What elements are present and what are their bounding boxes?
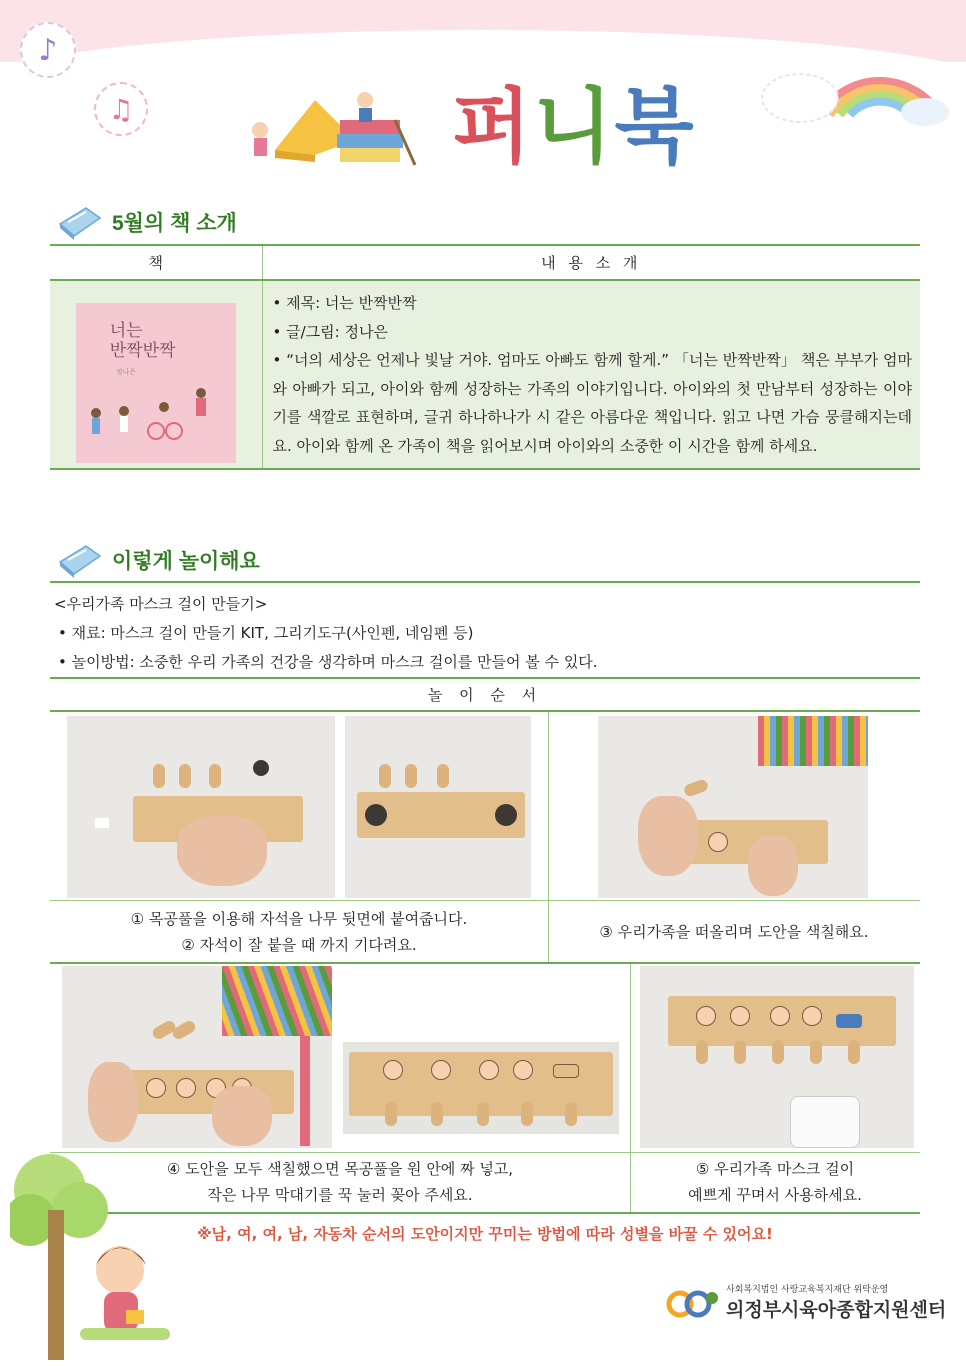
section1-title: 5월의 책 소개 <box>112 212 237 235</box>
music-notes-icon: ♫ <box>94 82 148 136</box>
section2-title: 이렇게 놀이해요 <box>112 550 260 573</box>
caption-step5-line1: ⑤ 우리가족 마스크 걸이 <box>695 1160 855 1178</box>
col-header-content: 내 용 소 개 <box>262 246 920 280</box>
notice-text: ※남, 여, 여, 남, 자동차 순서의 도안이지만 꾸미는 방법에 따라 성별을 바꿀 수 있어요! <box>197 1225 773 1243</box>
org-logo <box>666 1282 946 1322</box>
music-note-icon: ♪ <box>20 22 76 78</box>
photo-step1-gluing-magnet <box>67 716 335 898</box>
photo-step3-coloring <box>598 716 868 898</box>
cover-title-line1: 너는 <box>109 321 143 341</box>
org-logo-icon <box>666 1282 722 1322</box>
activity-name: <우리가족 마스크 걸이 만들기> <box>54 595 268 613</box>
cover-author: 정나은 <box>115 368 137 376</box>
book-intro-table <box>50 246 920 470</box>
method-text: • 놀이방법: 소중한 우리 가족의 건강을 생각하며 마스크 걸이를 만들어 볼 수 있다. <box>58 653 598 671</box>
book-icon <box>56 540 104 580</box>
row1-rule <box>50 900 920 901</box>
caption-step1: ① 목공풀을 이용해 자석을 나무 뒷면에 붙여줍니다. <box>130 910 468 928</box>
org-name: 의정부시육아종합지원센터 <box>726 1299 947 1321</box>
caption-steps-1-2 <box>50 906 548 958</box>
page-title <box>452 80 696 176</box>
photo-step4-inserting-pegs <box>62 966 332 1148</box>
row2-rule <box>50 1152 920 1153</box>
section2-top-rule <box>50 581 920 583</box>
rainbow-cloud-icon <box>760 20 950 130</box>
book-cover-image <box>76 303 236 463</box>
title-part-2: 니 <box>533 80 615 175</box>
caption-step5 <box>630 1156 920 1208</box>
section2-header <box>56 540 260 580</box>
photo-step5-hanging-mask <box>640 966 914 1148</box>
intro-line-desc: • “너의 세상은 언제나 빛날 거야. 엄마도 아빠도 함께 할게.” 「너는 반짝반짝」 책은 부부가 엄마와 아빠가 되고, 아이와 함께 성장하는 가족의 이야기입니다. 아이와의 첫 만남부터 성장하는 이야기를 색깔로 표현하며, 글귀 하나하나가 시 같은 아름다운 책입니다. 읽고 나면 가슴 뭉클해지는데요. 아이와 함께 온 가족이 책을 읽어보시며 아이와의 소중한 이 시간을 함께 하세요. <box>272 351 912 455</box>
cover-family-illustration <box>76 383 236 463</box>
intro-line-author: • 글/그림: 정나은 <box>272 322 388 341</box>
intro-text <box>263 281 921 468</box>
book-content-cell <box>262 280 920 469</box>
org-subtitle: 사회복지법인 사랑교육복지재단 위탁운영 <box>726 1285 889 1295</box>
row2-top-rule <box>50 962 920 964</box>
row2-bottom-rule <box>50 1212 920 1214</box>
title-part-1: 퍼 <box>452 80 534 175</box>
caption-step4-line1: ④ 도안을 모두 색칠했으면 목공풀을 원 안에 짜 넣고, <box>166 1160 514 1178</box>
caption-step3: ③ 우리가족을 떠올리며 도안을 색칠해요. <box>599 923 869 941</box>
play-info <box>54 590 598 677</box>
caption-step4-line2: 작은 나무 막대기를 꾹 눌러 꽂아 주세요. <box>207 1186 473 1204</box>
materials-text: • 재료: 마스크 걸이 만들기 KIT, 그리기도구(사인펜, 네임펜 등) <box>58 624 474 642</box>
caption-step2: ② 자석이 잘 붙을 때 까지 기다려요. <box>181 936 417 954</box>
intro-line-title: • 제목: 너는 반짝반짝 <box>272 294 417 312</box>
book-icon <box>56 202 104 242</box>
section1-header <box>56 202 237 242</box>
title-part-3: 북 <box>614 80 696 175</box>
photo-step4-finished-hanger <box>343 1042 619 1134</box>
girl-under-tree-illustration <box>10 1150 175 1360</box>
cover-title <box>110 321 176 361</box>
col-header-book: 책 <box>50 246 262 280</box>
photo-step2-waiting <box>345 716 531 898</box>
cover-title-line2: 반짝반짝 <box>109 341 176 361</box>
caption-step5-line2: 예쁘게 꾸며서 사용하세요. <box>688 1186 862 1204</box>
order-title: 놀 이 순 서 <box>50 678 920 712</box>
kids-reading-illustration <box>245 80 425 170</box>
book-cover-cell <box>50 280 262 469</box>
